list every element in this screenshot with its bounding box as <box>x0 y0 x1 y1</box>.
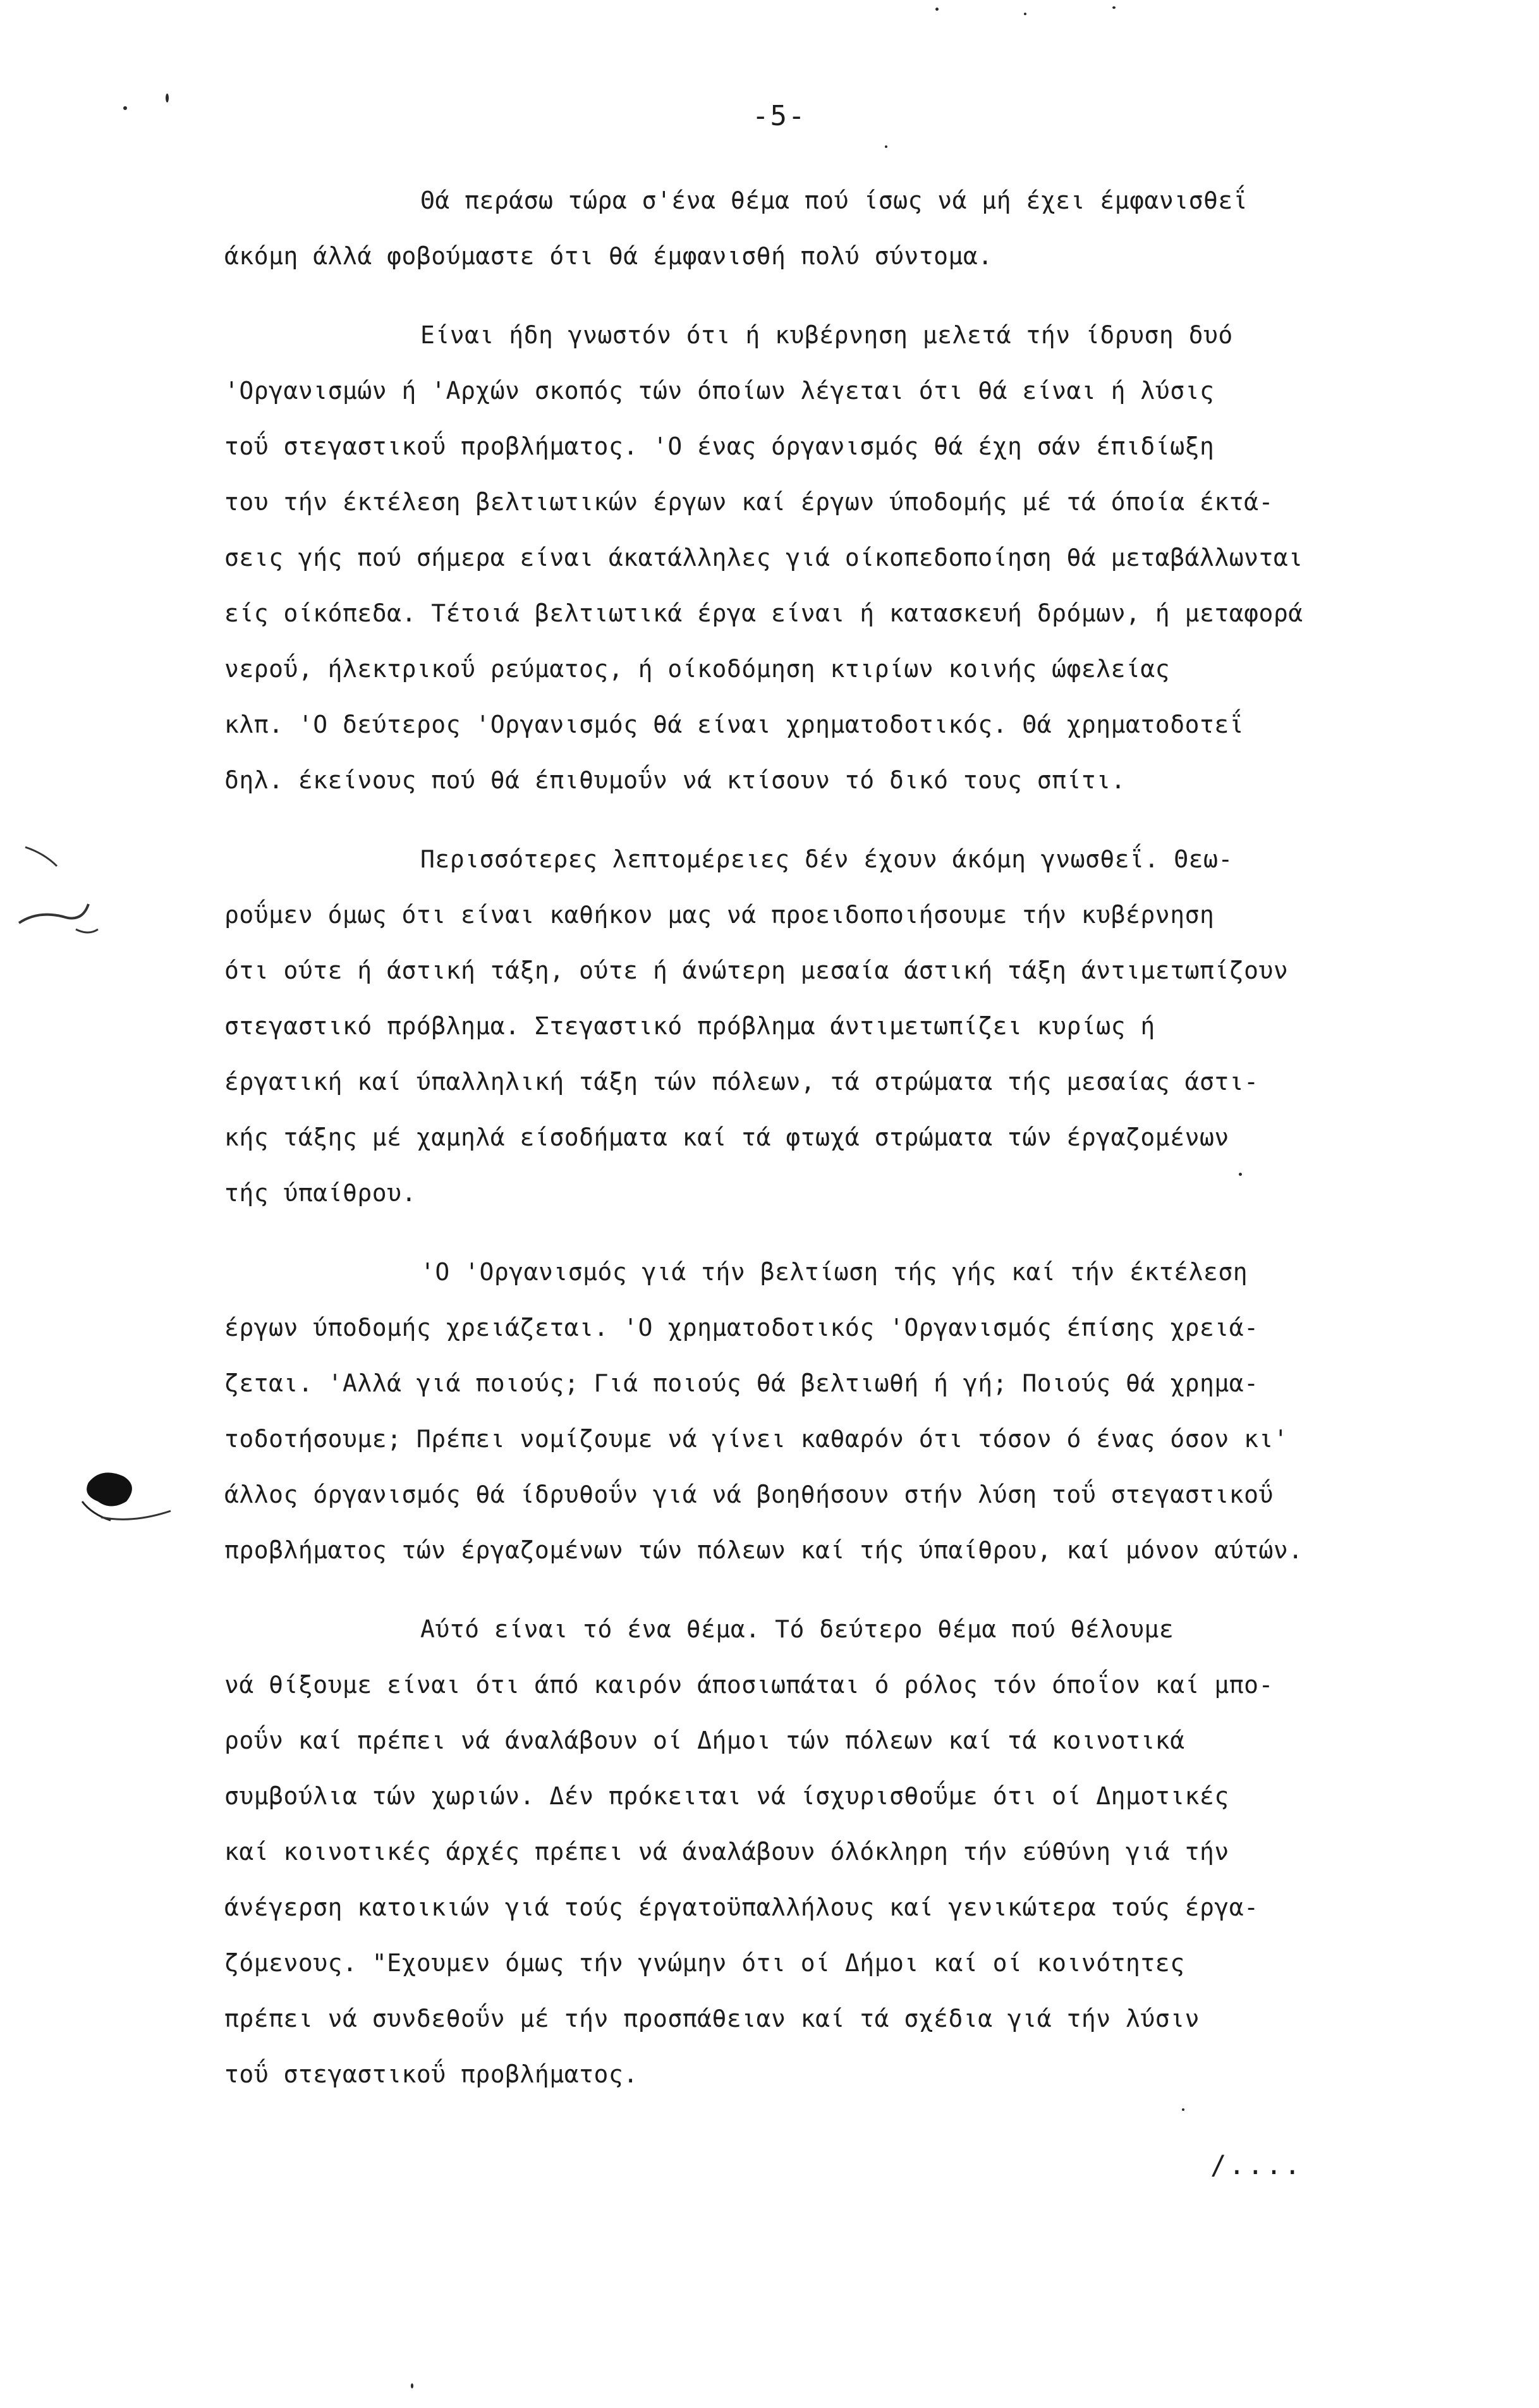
text-line: κής τάξης μέ χαμηλά είσοδήματα καί τά φτωχά στρώματα τών έργαζομένων <box>224 1123 1229 1151</box>
page-number: -5- <box>752 100 806 132</box>
text-line: τοδοτήσουμε; Πρέπει νομίζουμε νά γίνει καθαρόν ότι τόσον ό ένας όσον κι' <box>224 1425 1289 1453</box>
text-line: άνέγερση κατοικιών γιά τούς έργατοϋπαλλήλους καί γενικώτερα τούς έργα- <box>224 1893 1259 1921</box>
text-line: 'Ο 'Οργανισμός γιά τήν βελτίωση τής γής καί τήν έκτέλεση <box>420 1258 1248 1286</box>
scan-speck <box>411 2383 413 2388</box>
scan-speck <box>123 106 127 110</box>
text-line: άλλος όργανισμός θά ίδρυθοΰν γιά νά βοηθήσουν στήν λύση τοΰ στεγαστικοΰ <box>224 1481 1274 1508</box>
scan-speck <box>935 8 939 11</box>
scan-speck <box>1024 13 1026 15</box>
scan-speck <box>166 94 169 102</box>
text-line: Θά περάσω τώρα σ'ένα θέμα πού ίσως νά μή έχει έμφανισθεΐ <box>420 186 1248 214</box>
text-line: προβλήματος τών έργαζομένων τών πόλεων καί τής ύπαίθρου, καί μόνον αύτών. <box>224 1536 1303 1564</box>
text-line: συμβούλια τών χωριών. Δέν πρόκειται νά ίσχυρισθοΰμε ότι οί Δημοτικές <box>224 1782 1229 1810</box>
text-line: σεις γής πού σήμερα είναι άκατάλληλες γιά οίκοπεδοποίηση θά μεταβάλλωνται <box>224 544 1303 571</box>
text-line: ροΰμεν όμως ότι είναι καθήκον μας νά προειδοποιήσουμε τήν κυβέρνηση <box>224 901 1215 929</box>
text-line: Περισσότερες λεπτομέρειες δέν έχουν άκόμη γνωσθεΐ. Θεω- <box>420 845 1233 873</box>
text-line: κλπ. 'Ο δεύτερος 'Οργανισμός θά είναι χρηματοδοτικός. Θά χρηματοδοτεΐ <box>224 711 1244 738</box>
text-line: έργατική καί ύπαλληλική τάξη τών πόλεων, τά στρώματα τής μεσαίας άστι- <box>224 1068 1259 1096</box>
text-line: 'Οργανισμών ή 'Αρχών σκοπός τών όποίων λέγεται ότι θά είναι ή λύσις <box>224 377 1215 405</box>
scan-speck <box>1182 2108 1184 2111</box>
text-line: Αύτό είναι τό ένα θέμα. Τό δεύτερο θέμα πού θέλουμε <box>420 1615 1174 1643</box>
text-line: τής ύπαίθρου. <box>224 1179 417 1207</box>
text-line: καί κοινοτικές άρχές πρέπει νά άναλάβουν όλόκληρη τήν εύθύνη γιά τήν <box>224 1838 1229 1866</box>
text-line: ροΰν καί πρέπει νά άναλάβουν οί Δήμοι τών πόλεων καί τά κοινοτικά <box>224 1727 1185 1754</box>
text-line: άκόμη άλλά φοβούμαστε ότι θά έμφανισθή πολύ σύντομα. <box>224 242 993 270</box>
text-line: ζόμενους. "Εχουμεν όμως τήν γνώμην ότι οί Δήμοι καί οί κοινότητες <box>224 1949 1185 1977</box>
text-line: τοΰ στεγαστικοΰ προβλήματος. <box>224 2060 638 2088</box>
text-line: δηλ. έκείνους πού θά έπιθυμοΰν νά κτίσουν τό δικό τους σπίτι. <box>224 766 1126 794</box>
margin-pen-mark <box>95 1498 177 1536</box>
text-line: πρέπει νά συνδεθοΰν μέ τήν προσπάθειαν καί τά σχέδια γιά τήν λύσιν <box>224 2005 1200 2032</box>
continuation-marker: /.... <box>1210 2149 1303 2180</box>
text-line: νεροΰ, ήλεκτρικοΰ ρεύματος, ή οίκοδόμηση κτιρίων κοινής ώφελείας <box>224 655 1171 683</box>
scan-speck <box>1239 1173 1242 1176</box>
scan-speck <box>885 145 887 148</box>
text-line: στεγαστικό πρόβλημα. Στεγαστικό πρόβλημα άντιμετωπίζει κυρίως ή <box>224 1012 1155 1040</box>
scan-speck <box>1112 6 1116 9</box>
text-line: Είναι ήδη γνωστόν ότι ή κυβέρνηση μελετά τήν ίδρυση δυό <box>420 321 1233 349</box>
text-line: νά θίξουμε είναι ότι άπό καιρόν άποσιωπάται ό ρόλος τόν όποΐον καί μπο- <box>224 1671 1274 1699</box>
text-line: ότι ούτε ή άστική τάξη, ούτε ή άνώτερη μεσαία άστική τάξη άντιμετωπίζουν <box>224 956 1289 984</box>
margin-pen-mark <box>13 834 120 948</box>
text-line: είς οίκόπεδα. Τέτοιά βελτιωτικά έργα είναι ή κατασκευή δρόμων, ή μεταφορά <box>224 599 1303 627</box>
text-line: έργων ύποδομής χρειάζεται. 'Ο χρηματοδοτικός 'Οργανισμός έπίσης χρειά- <box>224 1314 1259 1342</box>
text-line: ζεται. 'Αλλά γιά ποιούς; Γιά ποιούς θά βελτιωθή ή γή; Ποιούς θά χρημα- <box>224 1369 1259 1397</box>
text-line: τοΰ στεγαστικοΰ προβλήματος. 'Ο ένας όργανισμός θά έχη σάν έπιδίωξη <box>224 432 1215 460</box>
text-line: του τήν έκτέλεση βελτιωτικών έργων καί έργων ύποδομής μέ τά όποία έκτά- <box>224 488 1274 516</box>
